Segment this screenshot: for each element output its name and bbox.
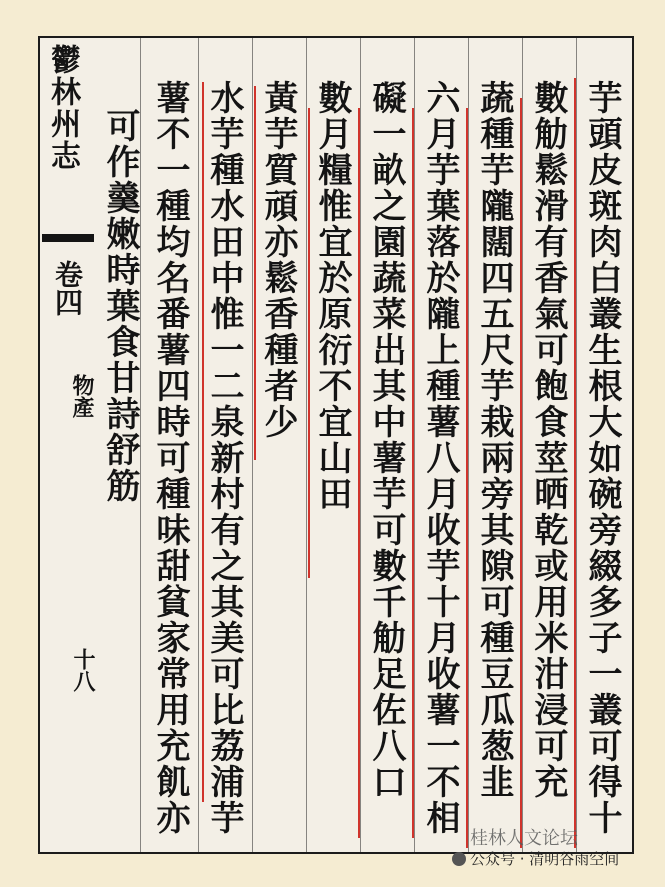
watermark-account-text: 公众号 · 清明谷雨空间 [470,850,620,868]
column-rule [414,38,415,852]
highlight-line [574,78,576,848]
highlight-line [254,86,256,460]
highlight-line [520,98,522,848]
column-rule [522,38,523,852]
text-column: 黃芋質頑亦鬆香種者少 [258,80,298,440]
column-rule [140,38,141,852]
document-page [38,36,634,854]
highlight-line [412,108,414,838]
watermark-account [452,848,619,869]
highlight-line [358,108,360,838]
book-title: 鬱林州志 [45,44,80,172]
text-column: 薯不一種均名番薯四時可種味甜貧家常用充飢亦 [150,80,190,836]
highlight-line [308,108,310,578]
page-number: 十八 [70,648,96,692]
column-rule [360,38,361,852]
text-column: 蔬種芋隴闊四五尺芋栽兩旁其隙可種豆瓜葱韭 [474,80,514,800]
column-rule [198,38,199,852]
text-column: 礙一畝之園蔬菜出其中薯芋可數千觔足佐八口 [366,80,406,800]
wechat-icon [452,852,466,866]
text-column: 可作羹嫩時葉食甘詩舒筋 [100,108,140,504]
column-rule [252,38,253,852]
text-column: 水芋種水田中惟一二泉新村有之其美可比荔浦芋 [204,80,244,836]
highlight-line [466,108,468,848]
text-column: 芋頭皮斑肉白叢生根大如碗旁綴多子一叢可得十 [582,80,622,836]
column-rule [576,38,577,852]
text-column: 數月糧惟宜於原衍不宜山田 [312,80,352,512]
text-column: 數觔鬆滑有香氣可飽食莖晒乾或用米泔浸可充 [528,80,568,800]
column-rule [306,38,307,852]
fishtail-mark [42,234,94,242]
text-column: 六月芋葉落於隴上種薯八月收芋十月收薯一不相 [420,80,460,836]
section-label: 物產 [69,374,95,418]
column-rule [468,38,469,852]
highlight-line [202,82,204,802]
volume-label: 卷四 [51,260,84,316]
watermark-forum: 桂林人文论坛 [470,828,578,849]
